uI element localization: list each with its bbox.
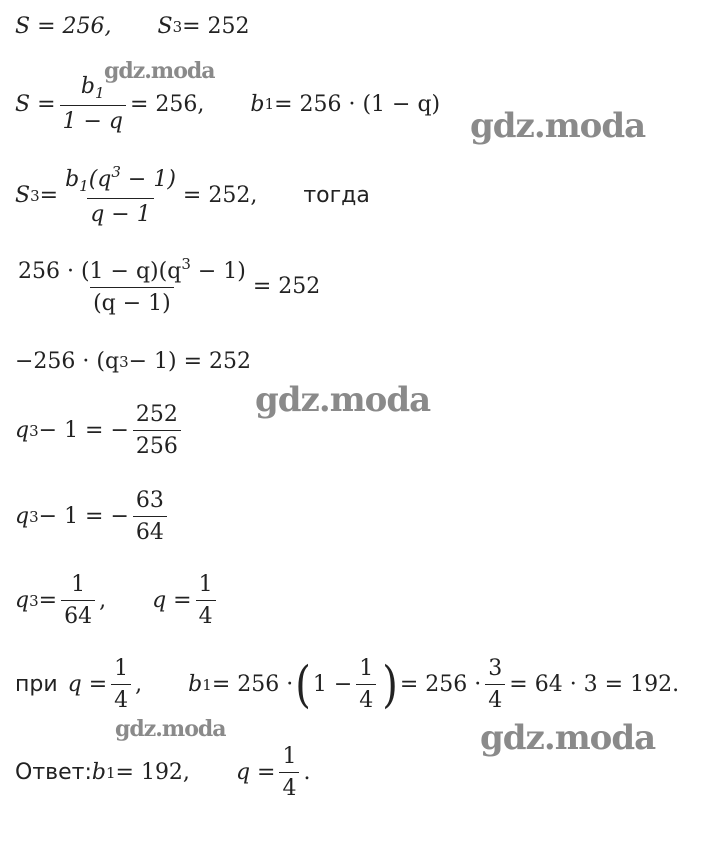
line-2 <box>15 74 440 135</box>
num: 1 <box>71 572 86 597</box>
eq-minus: − 1 = − <box>38 504 129 530</box>
num: 256 · (1 − q)(q <box>18 259 182 284</box>
b1-label: b <box>91 760 106 786</box>
watermark: gdz.moda <box>104 58 215 84</box>
comma: , <box>99 588 107 614</box>
num-sup: 3 <box>111 163 121 181</box>
eq1: = 256 · <box>211 672 294 698</box>
sup: 3 <box>119 352 129 371</box>
eq-252: = 252, <box>182 183 258 209</box>
b-sub: 1 <box>95 84 105 102</box>
b-var: b <box>65 167 80 192</box>
watermark: gdz.moda <box>470 106 646 146</box>
q-var: q <box>15 588 30 614</box>
sup: 3 <box>29 507 39 526</box>
num: 1 <box>114 656 129 681</box>
expr-b: − 1) = 252 <box>128 349 252 374</box>
fraction-1-4 <box>196 572 216 630</box>
comma: , <box>135 672 143 698</box>
eq-256: = 256, <box>130 91 205 117</box>
fraction-63-64 <box>133 488 167 546</box>
den: 4 <box>111 684 131 713</box>
den: 4 <box>279 772 299 801</box>
line-10-answer <box>15 744 310 802</box>
den: 64 <box>61 600 95 629</box>
b1-expression: = 256 · (1 − q) <box>274 91 441 117</box>
eq3: = 64 · 3 = 192. <box>509 672 680 698</box>
one-minus: 1 − <box>312 672 353 698</box>
word-pri: при <box>15 672 58 698</box>
den: 4 <box>196 600 216 629</box>
den: q − 1 <box>87 198 154 227</box>
s3-label: S <box>157 14 173 39</box>
fraction-3-4 <box>485 656 505 714</box>
b-var: b <box>80 74 96 99</box>
den: 64 <box>133 516 167 545</box>
fraction-252-256 <box>133 402 181 460</box>
num-part: (q <box>88 167 112 192</box>
fraction-1-64 <box>61 572 95 630</box>
b1-label: b <box>250 91 265 117</box>
fraction-256 <box>15 256 249 317</box>
line-6 <box>15 402 185 460</box>
s-eq: S = 256, <box>15 14 112 39</box>
num: 63 <box>135 488 164 513</box>
eq-minus: − 1 = − <box>38 418 129 444</box>
q-var: q <box>15 504 30 530</box>
dot: . <box>303 760 311 786</box>
expr-a: −256 · (q <box>15 349 120 374</box>
s3-value: = 252 <box>182 14 250 39</box>
watermark: gdz.moda <box>115 716 226 742</box>
word-otvet: Ответ: <box>15 760 92 786</box>
b-sub: 1 <box>79 177 89 195</box>
den: 1 − q <box>60 105 127 134</box>
num: 1 <box>282 744 297 769</box>
line-4 <box>15 256 320 317</box>
b1-sub: 1 <box>202 675 212 694</box>
num: 252 <box>135 402 178 427</box>
eq-192: = 192, <box>115 760 190 786</box>
den: 4 <box>356 684 376 713</box>
eq: = <box>39 183 59 209</box>
num: 3 <box>488 656 503 681</box>
line-9 <box>15 656 679 714</box>
den: (q − 1) <box>90 287 174 316</box>
num: 1 <box>359 656 374 681</box>
line-7 <box>15 488 171 546</box>
q-eq: q = <box>152 588 192 614</box>
paren-open: ( <box>295 656 311 714</box>
den: 4 <box>485 684 505 713</box>
q-eq: q = <box>67 672 108 698</box>
eq2: = 256 · <box>399 672 482 698</box>
line-8 <box>15 572 220 630</box>
word-togda: тогда <box>303 183 370 209</box>
sup: 3 <box>29 591 39 610</box>
watermark: gdz.moda <box>255 380 431 420</box>
fraction-1-4-b <box>356 656 376 714</box>
fraction-s3 <box>62 164 179 228</box>
den: 256 <box>133 430 181 459</box>
num: 1 <box>198 572 213 597</box>
eq-252: = 252 <box>252 273 321 299</box>
fraction-1-4 <box>111 656 131 714</box>
q-var: q <box>15 418 30 444</box>
num-part2: − 1) <box>120 167 176 192</box>
b1-sub: 1 <box>264 95 275 114</box>
line-5 <box>15 349 251 374</box>
line-1 <box>15 14 250 39</box>
s-label: S = <box>15 91 56 117</box>
s3-label: S <box>15 183 31 209</box>
fraction-1-4 <box>279 744 299 802</box>
s3-sub: 3 <box>172 17 183 36</box>
watermark: gdz.moda <box>480 718 656 758</box>
num-end: − 1) <box>190 259 246 284</box>
b1-label: b <box>188 672 203 698</box>
eq: = <box>38 588 58 614</box>
b1-sub: 1 <box>105 763 116 782</box>
line-3 <box>15 164 370 228</box>
num-sup: 3 <box>181 255 191 273</box>
paren-close: ) <box>382 656 398 714</box>
sup: 3 <box>29 421 39 440</box>
q-eq: q = <box>235 760 276 786</box>
s3-sub: 3 <box>30 186 40 205</box>
